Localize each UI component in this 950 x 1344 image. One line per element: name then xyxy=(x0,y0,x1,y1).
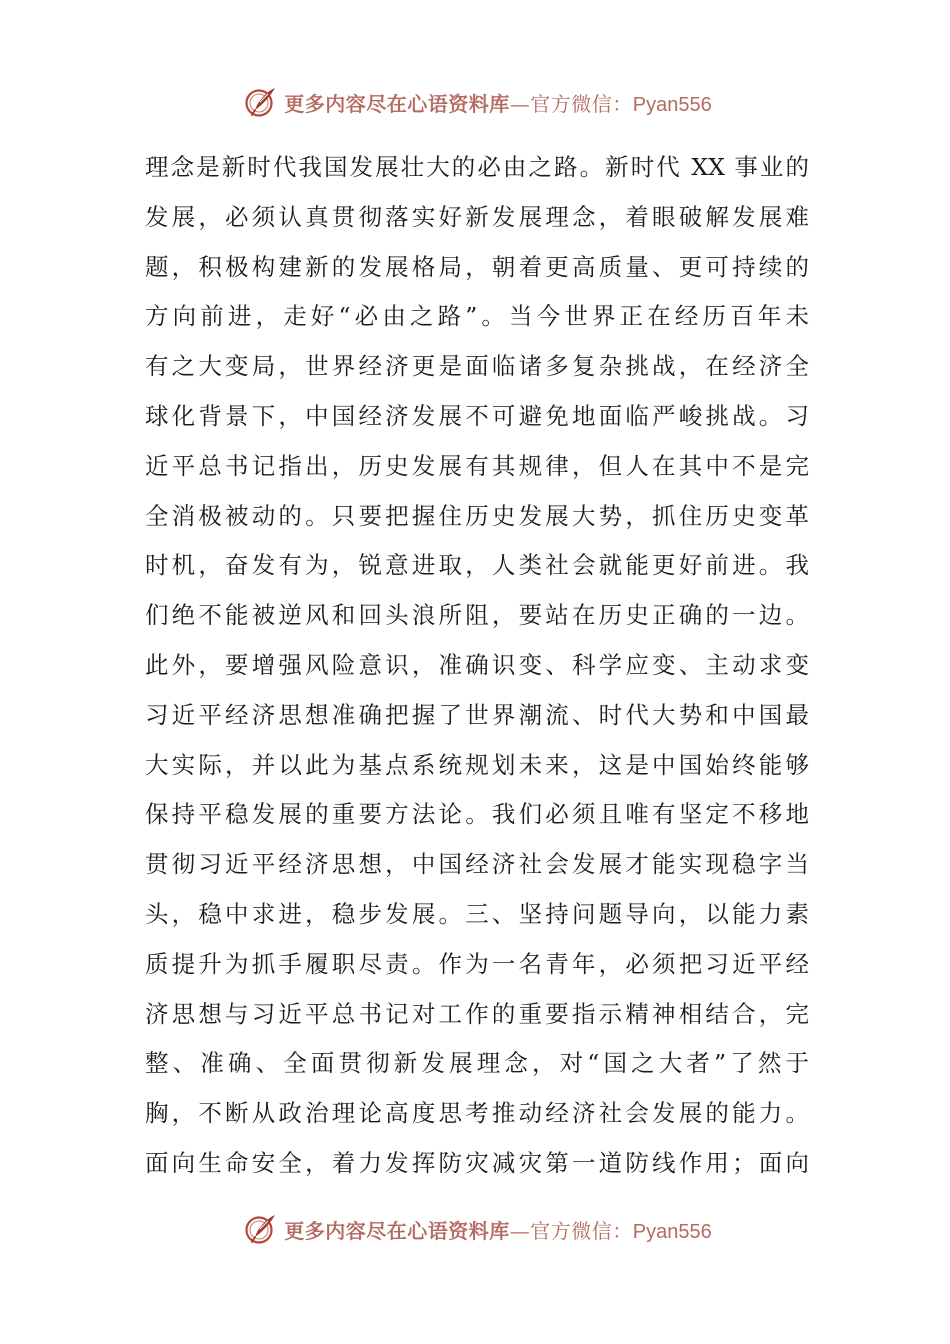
text-line: 题，积极构建新的发展格局，朝着更高质量、更可持续的 xyxy=(145,252,809,281)
quill-pen-icon xyxy=(244,85,278,119)
text-line: 质提升为抓手履职尽责。作为一名青年，必须把习近平经 xyxy=(145,949,809,978)
text-line: 球化背景下，中国经济发展不可避免地面临严峻挑战。习 xyxy=(145,401,809,430)
text-line: 面向生命安全，着力发挥防灾减灾第一道防线作用；面向 xyxy=(145,1148,809,1177)
banner-wechat-id: Pyan556 xyxy=(632,93,712,116)
text-line: 此外，要增强风险意识，准确识变、科学应变、主动求变 xyxy=(145,650,809,679)
banner-text xyxy=(284,1215,711,1244)
header-banner xyxy=(0,82,950,122)
banner-separator: — xyxy=(509,1218,531,1243)
banner-wechat-label: 官方微信： xyxy=(530,91,633,116)
banner-text xyxy=(284,88,711,117)
text-line: 大实际，并以此为基点系统规划未来，这是中国始终能够 xyxy=(145,750,809,779)
text-line: 整、准确、全面贯彻新发展理念，对“国之大者”了然于 xyxy=(145,1049,809,1078)
text-line: 贯彻习近平经济思想，中国经济社会发展才能实现稳字当 xyxy=(145,850,809,879)
text-line: 方向前进，走好“必由之路”。当今世界正在经历百年未 xyxy=(145,302,809,331)
text-line: 有之大变局，世界经济更是面临诸多复杂挑战，在经济全 xyxy=(145,352,809,381)
footer-banner xyxy=(0,1209,950,1249)
banner-wechat-id: Pyan556 xyxy=(632,1220,712,1243)
text-line: 济思想与习近平总书记对工作的重要指示精神相结合，完 xyxy=(145,999,809,1028)
text-line: 们绝不能被逆风和回头浪所阻，要站在历史正确的一边。 xyxy=(145,601,809,630)
text-line: 头，稳中求进，稳步发展。三、坚持问题导向，以能力素 xyxy=(145,899,809,928)
banner-brand: 更多内容尽在心语资料库 xyxy=(284,1218,510,1243)
banner-separator: — xyxy=(509,91,531,116)
text-line: 理念是新时代我国发展壮大的必由之路。新时代 XX 事业的 xyxy=(145,153,809,181)
text-line: 胸，不断从政治理论高度思考推动经济社会发展的能力。 xyxy=(145,1099,809,1128)
banner-brand: 更多内容尽在心语资料库 xyxy=(284,91,510,116)
quill-pen-icon xyxy=(244,1212,278,1246)
banner-wechat-label: 官方微信： xyxy=(530,1218,633,1243)
text-line: 近平总书记指出，历史发展有其规律，但人在其中不是完 xyxy=(145,451,809,480)
text-line: 发展，必须认真贯彻落实好新发展理念，着眼破解发展难 xyxy=(145,202,809,231)
text-line: 时机，奋发有为，锐意进取，人类社会就能更好前进。我 xyxy=(145,551,809,580)
document-body xyxy=(145,143,809,1189)
text-line: 全消极被动的。只要把握住历史发展大势，抓住历史变革 xyxy=(145,501,809,530)
text-line: 保持平稳发展的重要方法论。我们必须且唯有坚定不移地 xyxy=(145,800,809,829)
text-line: 习近平经济思想准确把握了世界潮流、时代大势和中国最 xyxy=(145,700,809,729)
